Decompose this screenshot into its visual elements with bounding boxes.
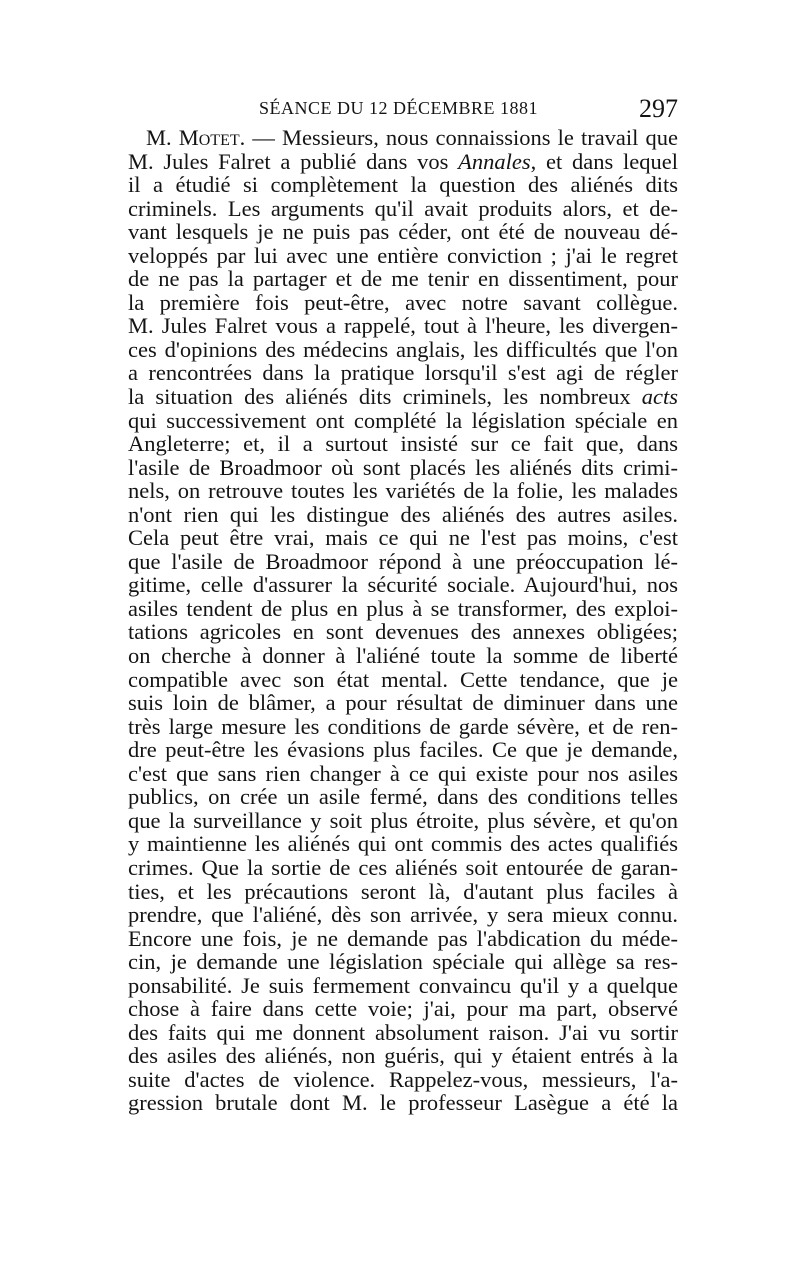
text-line-29: publics, on crée un asile fermé, dans des conditions telles [128, 784, 678, 810]
text-line-40: des asiles des aliénés, non guéris, qui y étaient entrés à la [128, 1043, 678, 1069]
text-line-34: prendre, que l'aliéné, dès son arrivée, y sera mieux connu. [128, 902, 678, 928]
italic-annales: Annales [458, 148, 531, 174]
text-line-12 [128, 385, 678, 409]
line-2-text: M. Jules Falret a publié dans vos [128, 148, 459, 174]
text-line-7: de ne pas la partager et de me tenir en dissentiment, pour [128, 266, 678, 292]
speaker-name: M. Motet. [146, 125, 246, 150]
text-line-8: la première fois peut-être, avec notre savant collègue. [128, 289, 678, 315]
text-line-4: criminels. Les arguments qu'il avait produits alors, et de- [128, 195, 678, 221]
text-line-21: asiles tendent de plus en plus à se transformer, des exploi- [128, 595, 678, 621]
text-line-10: ces d'opinions des médecins anglais, les difficultés que l'on [128, 336, 678, 362]
italic-acts: acts [641, 384, 678, 410]
text-line-41: suite d'actes de violence. Rappelez-vous, messieurs, l'a- [128, 1066, 678, 1092]
text-line-26: très large mesure les conditions de garde sévère, et de ren- [128, 713, 678, 739]
text-line-6: veloppés par lui avec une entière conviction ; j'ai le regret [128, 242, 678, 268]
text-line-33: ties, et les précautions seront là, d'autant plus faciles à [128, 878, 678, 904]
body-paragraph [128, 126, 678, 1115]
line-12-text: la situation des aliénés dits criminels, les nombreux [128, 384, 642, 410]
text-line-3: il a étudié si complètement la question des aliénés dits [128, 172, 678, 198]
text-line-28: c'est que sans rien changer à ce qui existe pour nos asiles [128, 760, 678, 786]
text-line-1 [128, 126, 678, 150]
text-line-16: nels, on retrouve toutes les variétés de la folie, les malades [128, 478, 678, 504]
text-line-37: ponsabilité. Je suis fermement convaincu qu'il y a quelque [128, 972, 678, 998]
text-line-14: Angleterre; et, il a surtout insisté sur ce fait que, dans [128, 431, 678, 457]
text-line-24: compatible avec son état mental. Cette tendance, que je [128, 666, 678, 692]
text-line-38: chose à faire dans cette voie; j'ai, pour ma part, observé [128, 996, 678, 1022]
text-line-20: gitime, celle d'assurer la sécurité sociale. Aujourd'hui, nos [128, 572, 678, 598]
page-number: 297 [639, 94, 678, 123]
text-line-9: M. Jules Falret vous a rappelé, tout à l'heure, les divergen- [128, 313, 678, 339]
line-1-text: — Messieurs, nous connaissions le travail que [245, 125, 679, 150]
text-line-39: des faits qui me donnent absolument raison. J'ai vu sortir [128, 1019, 678, 1045]
text-line-19: que l'asile de Broadmoor répond à une préoccupation lé- [128, 548, 678, 574]
text-line-32: crimes. Que la sortie de ces aliénés soit entourée de garan- [128, 854, 678, 880]
text-line-18: Cela peut être vrai, mais ce qui ne l'est pas moins, c'est [128, 525, 678, 551]
text-line-30: que la surveillance y soit plus étroite, plus sévère, et qu'on [128, 807, 678, 833]
line-2-tail: , et dans lequel [530, 148, 678, 174]
running-title: SÉANCE DU 12 DÉCEMBRE 1881 [259, 98, 539, 118]
text-line-11: a rencontrées dans la pratique lorsqu'il s'est agi de régler [128, 360, 678, 386]
text-line-31: y maintienne les aliénés qui ont commis des actes qualifiés [128, 831, 678, 857]
text-line-2 [128, 150, 678, 174]
text-line-27: dre peut-être les évasions plus faciles. Ce que je demande, [128, 737, 678, 763]
text-line-5: vant lesquels je ne puis pas céder, ont été de nouveau dé- [128, 219, 678, 245]
text-line-22: tations agricoles en sont devenues des annexes obligées; [128, 619, 678, 645]
page-header [128, 96, 678, 126]
text-line-17: n'ont rien qui les distingue des aliénés des autres asiles. [128, 501, 678, 527]
text-line-23: on cherche à donner à l'aliéné toute la somme de liberté [128, 643, 678, 669]
text-line-25: suis loin de blâmer, a pour résultat de diminuer dans une [128, 690, 678, 716]
text-line-13: qui successivement ont complété la législation spéciale en [128, 407, 678, 433]
text-line-15: l'asile de Broadmoor où sont placés les aliénés dits crimi- [128, 454, 678, 480]
text-line-36: cin, je demande une législation spéciale qui allège sa res- [128, 949, 678, 975]
text-line-42: gression brutale dont M. le professeur Lasègue a été la [128, 1090, 678, 1116]
text-line-35: Encore une fois, je ne demande pas l'abdication du méde- [128, 925, 678, 951]
